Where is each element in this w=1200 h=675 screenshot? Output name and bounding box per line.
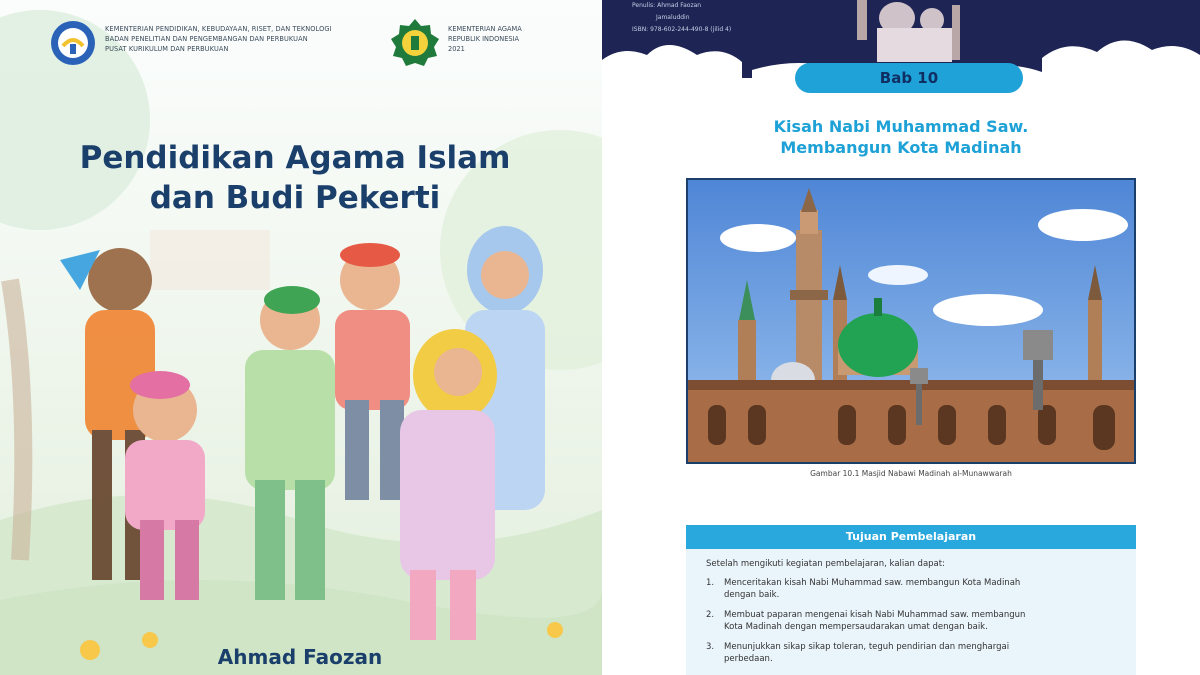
figure-caption: Gambar 10.1 Masjid Nabawi Madinah al-Munawwarah bbox=[810, 469, 1012, 478]
ministry-line-2: BADAN PENELITIAN DAN PENGEMBANGAN DAN PERBUKUAN bbox=[105, 35, 308, 43]
goal-text-line-1: Membuat paparan mengenai kisah Nabi Muhammad saw. membangun bbox=[724, 610, 1026, 620]
goal-text-line-2: dengan baik. bbox=[724, 590, 780, 600]
chapter-title-line-2: Membangun Kota Madinah bbox=[780, 138, 1022, 157]
learning-goals-box bbox=[686, 525, 1136, 675]
ministry-line-3: PUSAT KURIKULUM DAN PERBUKUAN bbox=[105, 45, 229, 53]
kemenag-logo-icon bbox=[390, 18, 440, 68]
chapter-label: Bab 10 bbox=[795, 63, 1023, 93]
goal-text-line-1: Menceritakan kisah Nabi Muhammad saw. membangun Kota Madinah bbox=[724, 578, 1021, 588]
cover-title-line-1: Pendidikan Agama Islam bbox=[79, 140, 511, 176]
kemdikbud-logo-icon bbox=[50, 20, 96, 66]
kemenag-line-2: REPUBLIK INDONESIA bbox=[448, 35, 519, 43]
goal-text-line-1: Menunjukkan sikap sikap toleran, teguh pendirian dan menghargai bbox=[724, 642, 1010, 652]
chapter-page bbox=[602, 0, 1200, 675]
masjid-nabawi-illustration bbox=[688, 180, 1134, 462]
goal-text bbox=[724, 609, 1118, 633]
ministry-line-1: KEMENTERIAN PENDIDIKAN, KEBUDAYAAN, RISET, DAN TEKNOLOGI bbox=[105, 25, 332, 33]
author-line: Penulis: Ahmad Faozan bbox=[632, 2, 702, 9]
learning-goals-intro: Setelah mengikuti kegiatan pembelajaran, kalian dapat: bbox=[706, 559, 945, 569]
learning-goals-heading: Tujuan Pembelajaran bbox=[686, 525, 1136, 549]
kemenag-line-1: KEMENTERIAN AGAMA bbox=[448, 25, 522, 33]
mosque-figure bbox=[686, 178, 1136, 464]
kid-red bbox=[335, 243, 410, 500]
goal-text bbox=[724, 641, 1118, 665]
isbn-line: ISBN: 978-602-244-490-8 (jilid 4) bbox=[632, 26, 732, 33]
goal-number: 3. bbox=[706, 642, 715, 652]
goal-text-line-2: Kota Madinah dengan mempersaudarakan umat dengan baik. bbox=[724, 622, 988, 632]
kemenag-text bbox=[448, 24, 522, 54]
cover-header bbox=[50, 18, 580, 78]
kemenag-line-3: 2021 bbox=[448, 45, 465, 53]
goal-number: 1. bbox=[706, 578, 715, 588]
goal-number: 2. bbox=[706, 610, 715, 620]
goal-text-line-2: perbedaan. bbox=[724, 654, 773, 664]
coauthor-line: Jamaluddin bbox=[656, 14, 690, 21]
cover-author: Ahmad Faozan bbox=[217, 645, 383, 669]
goal-text bbox=[724, 577, 1118, 601]
ministry-text bbox=[105, 24, 405, 54]
book-info bbox=[632, 0, 731, 36]
cover-title-line-2: dan Budi Pekerti bbox=[149, 180, 441, 216]
chapter-title-line-1: Kisah Nabi Muhammad Saw. bbox=[773, 117, 1029, 136]
